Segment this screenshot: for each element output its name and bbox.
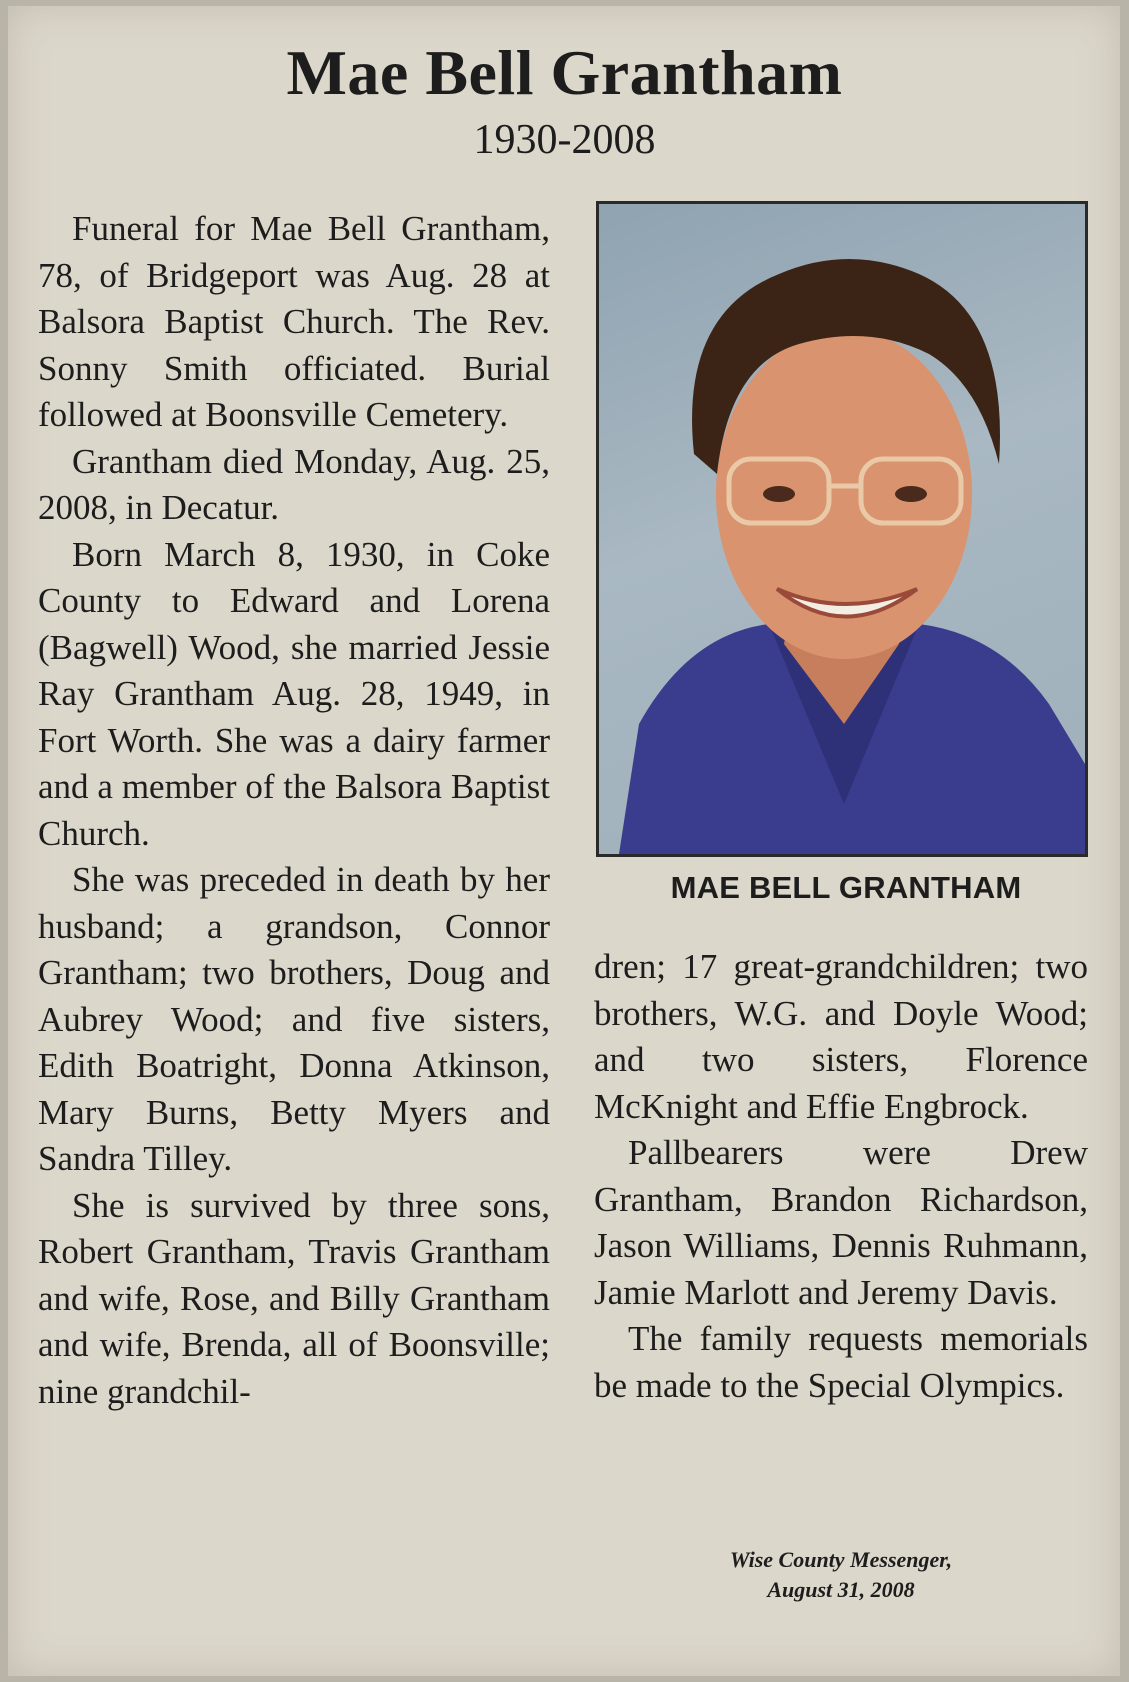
- paragraph-death: Grantham died Monday, Aug. 25, 2008, in Decatur.: [38, 441, 550, 527]
- paragraph-funeral: Funeral for Mae Bell Grantham, 78, of Bridgeport was Aug. 28 at Balsora Baptist Church. The Rev. Sonny Smith officiated. Burial followed at Boonsville Cemetery.: [38, 209, 550, 434]
- portrait-photo: [596, 201, 1088, 857]
- paragraph-birth: Born March 8, 1930, in Coke County to Edward and Lorena (Bagwell) Wood, she married Jessie Ray Grantham Aug. 28, 1949, in Fort Worth. She was a dairy farmer and a member of the Balsora Baptist Church.: [38, 534, 550, 853]
- right-column: [594, 944, 1088, 1409]
- paragraph-survived: She is survived by three sons, Robert Grantham, Travis Grantham and wife, Rose, and Billy Grantham and wife, Brenda, all of Boonsville; nine grandchil-: [38, 1185, 550, 1411]
- source-date: August 31, 2008: [767, 1577, 915, 1602]
- paragraph-pallbearers: Pallbearers were Drew Grantham, Brandon Richardson, Jason Williams, Dennis Ruhmann, Jamie Marlott and Jeremy Davis.: [594, 1133, 1088, 1312]
- obituary-title: Mae Bell Grantham: [286, 37, 843, 108]
- photo-caption: MAE BELL GRANTHAM: [670, 870, 1022, 905]
- obituary-years: 1930-2008: [473, 117, 656, 163]
- paragraph-survived-continued: dren; 17 great-grandchildren; two brothers, W.G. and Doyle Wood; and two sisters, Florence McKnight and Effie Engbrock.: [594, 947, 1088, 1126]
- source-publication: Wise County Messenger,: [729, 1547, 953, 1572]
- portrait-illustration: [599, 204, 1085, 854]
- left-column: [38, 206, 550, 1415]
- paragraph-memorials: The family requests memorials be made to the Special Olympics.: [594, 1319, 1088, 1405]
- paragraph-preceded: She was preceded in death by her husband; a grandson, Connor Grantham; two brothers, Doug and Aubrey Wood; and five sisters, Edith Boatright, Donna Atkinson, Mary Burns, Betty Myers and Sandra Tilley.: [38, 860, 550, 1178]
- source-credit: [594, 1545, 1088, 1605]
